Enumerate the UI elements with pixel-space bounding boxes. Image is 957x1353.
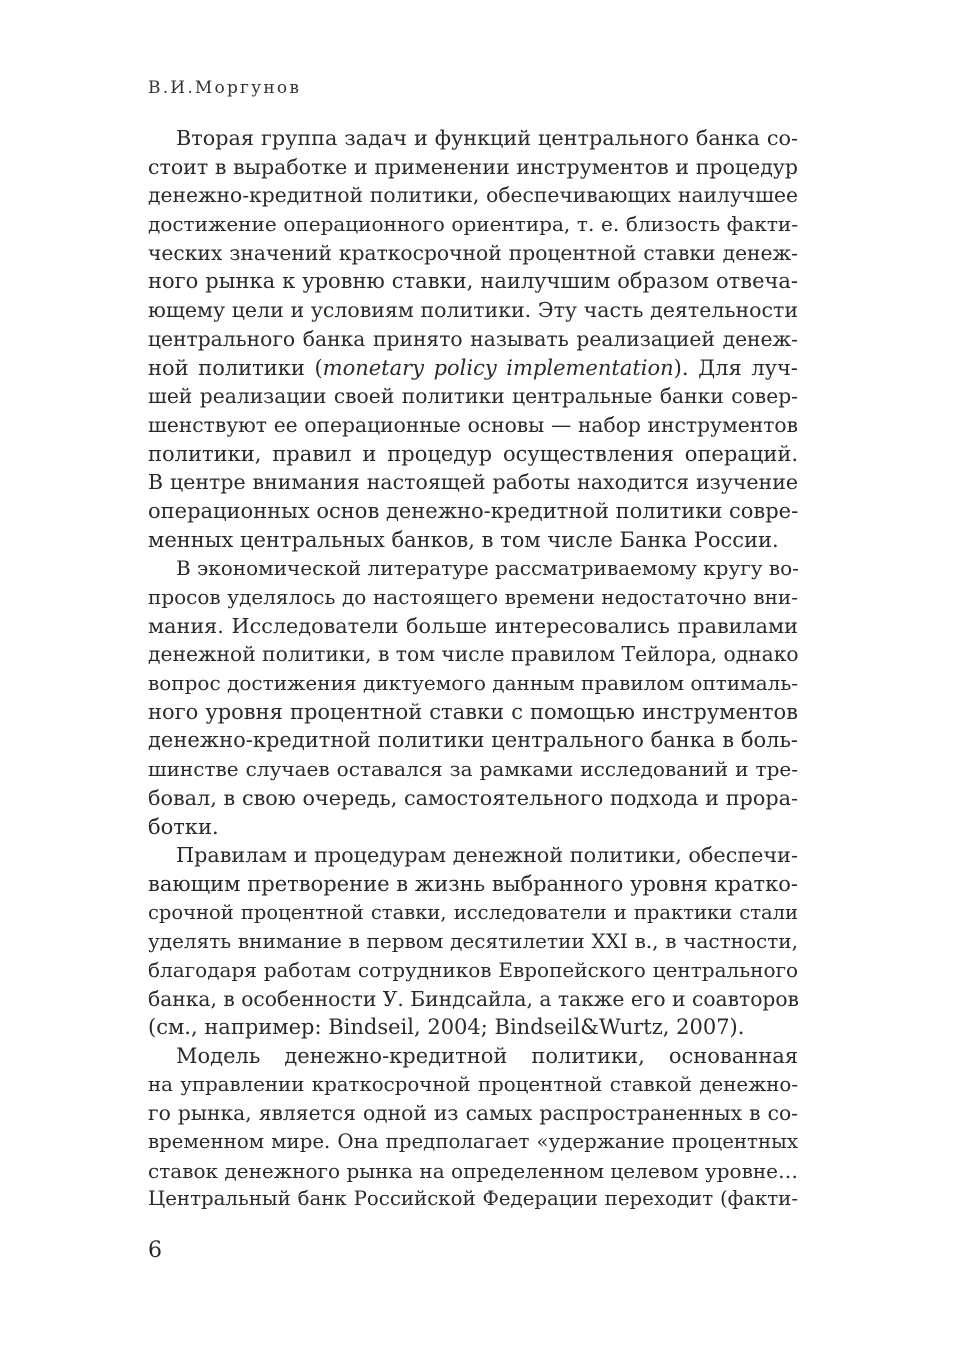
text-line: уделять внимание в первом десятилетии XXI в., в частности,: [148, 929, 798, 954]
text-line: В центре внимания настоящей работы находится изучение: [148, 470, 798, 495]
text-line: операционных основ денежно-кредитной политики совре-: [148, 498, 799, 523]
text-line: просов уделялось до настоящего времени недостаточно вни-: [148, 585, 798, 609]
text-line: денежно-кредитной политики, обеспечивающих наилучшее: [148, 183, 798, 208]
text-line: шенствуют ее операционные основы — набор инструментов: [148, 412, 798, 437]
text-line: бовал, в свою очередь, самостоятельного подхода и прора-: [148, 785, 798, 810]
paragraph-1: [148, 124, 798, 554]
text-line: (см., например: Bindseil, 2004; Bindseil&Wurtz, 2007).: [148, 1015, 745, 1040]
text-line: временном мире. Она предполагает «удержание процентных: [148, 1130, 798, 1154]
text-line: денежно-кредитной политики центрального банка в боль-: [148, 728, 798, 753]
text-line: политики, правил и процедур осуществления операций.: [148, 441, 798, 466]
text-line: срочной процентной ставки, исследователи и практики стали: [148, 900, 798, 924]
text-line: В экономической литературе рассматриваемому кругу во-: [176, 556, 799, 581]
text-fragment: ). Для луч-: [673, 355, 798, 380]
text-line: ного рынка к уровню ставки, наилучшим образом отвеча-: [148, 269, 798, 294]
text-line: Вторая группа задач и функций центрального банка со-: [176, 126, 798, 150]
text-line: центрального банка принято называть реализацией денеж-: [148, 326, 798, 351]
body-text: [148, 124, 798, 1214]
paragraph-2: [148, 554, 798, 841]
text-line: менных центральных банков, в том числе Банка России.: [148, 527, 779, 552]
text-line: банка, в особенности У. Биндсайла, а также его и соавторов: [148, 986, 799, 1011]
page-number: 6: [148, 1238, 162, 1263]
text-line: шей реализации своей политики центральные банки совер-: [148, 384, 798, 409]
text-line-with-italic: [148, 354, 798, 383]
text-fragment: ной политики (: [148, 355, 323, 380]
text-line: мания. Исследователи больше интересовались правилами: [148, 613, 798, 638]
paragraph-4: [148, 1042, 798, 1214]
text-line: Модель денежно-кредитной политики, основанная: [176, 1044, 798, 1068]
text-line: ческих значений краткосрочной процентной ставки денеж-: [148, 240, 798, 265]
text-line: Правилам и процедурам денежной политики, обеспечи-: [176, 843, 798, 868]
text-line: благодаря работам сотрудников Европейского центрального: [148, 957, 798, 982]
text-line: ставок денежного рынка на определенном целевом уровне…: [148, 1158, 798, 1183]
text-line: Центральный банк Российской Федерации переходит (факти-: [148, 1187, 798, 1211]
running-head-author: В.И.Моргунов: [148, 78, 302, 98]
text-line: стоит в выработке и применении инструментов и процедур: [148, 154, 798, 179]
text-line: вающим претворение в жизнь выбранного уровня кратко-: [148, 871, 798, 896]
text-line: ботки.: [148, 814, 219, 839]
text-line: шинстве случаев оставался за рамками исследований и тре-: [148, 757, 798, 782]
text-line: денежной политики, в том числе правилом Тейлора, однако: [148, 642, 799, 667]
text-line: достижение операционного ориентира, т. е. близость факти-: [148, 212, 798, 237]
text-line: го рынка, является одной из самых распространенных в со-: [148, 1101, 798, 1126]
text-line: ющему цели и условиям политики. Эту часть деятельности: [148, 298, 798, 323]
paragraph-3: [148, 841, 798, 1042]
italic-term: monetary policy implementation: [322, 355, 674, 380]
text-line: ного уровня процентной ставки с помощью инструментов: [148, 699, 798, 724]
text-line: на управлении краткосрочной процентной ставкой денежно-: [148, 1072, 798, 1096]
text-line: вопрос достижения диктуемого данным правилом оптималь-: [148, 671, 798, 696]
